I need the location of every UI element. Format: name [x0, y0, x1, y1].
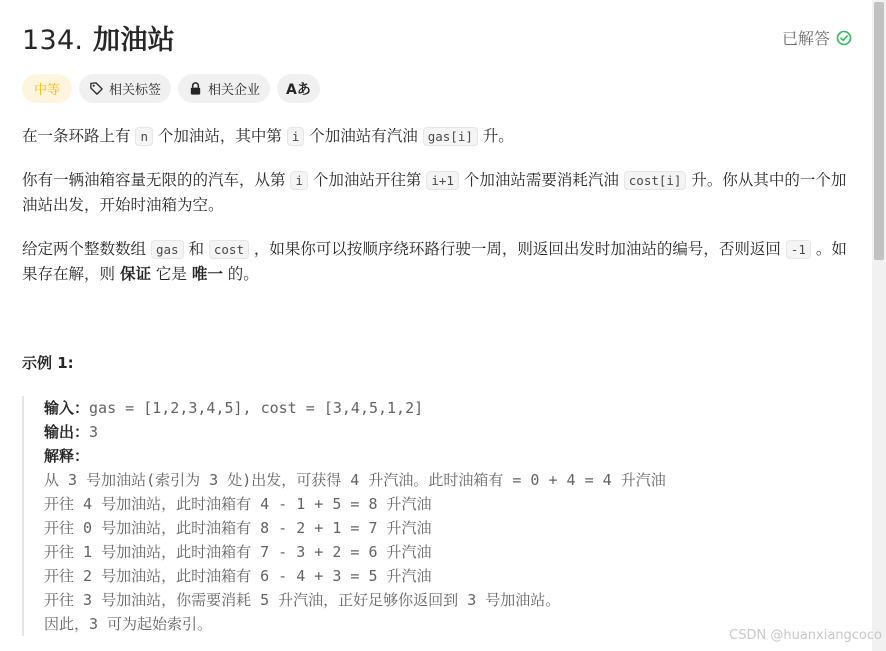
difficulty-label: 中等 [34, 83, 61, 98]
text: 和 [183, 240, 209, 258]
title-row [22, 18, 852, 58]
output-label: 输出： [44, 423, 90, 441]
text: 给定两个整数数组 [22, 240, 151, 258]
input-label: 输入： [44, 399, 90, 417]
explain-text-line: 从 3 号加油站(索引为 3 处)出发，可获得 4 升汽油。此时油箱有 = 0 + 4 = 4 升汽油 [44, 471, 666, 489]
inline-code: cost[i] [624, 171, 687, 190]
inline-code: i+1 [426, 171, 459, 190]
example-input-line [44, 396, 852, 420]
related-companies-label: 相关企业 [208, 83, 261, 98]
inline-code: cost [209, 240, 249, 259]
text: 的。 [222, 265, 259, 283]
bold-text: 保证 [119, 265, 151, 283]
explain-text-line: 开往 2 号加油站，此时油箱有 6 - 4 + 3 = 5 升汽油 [44, 567, 432, 585]
watermark: CSDN @huanxiangcoco [729, 628, 882, 643]
bold-text: 唯一 [191, 265, 223, 283]
text: 个加油站需要消耗汽油 [458, 171, 624, 189]
text: 个加油站，其中第 [152, 127, 287, 145]
related-tags-button[interactable] [79, 74, 171, 103]
explain-text-line: 开往 4 号加油站，此时油箱有 4 - 1 + 5 = 8 升汽油 [44, 495, 432, 513]
example-output-line [44, 420, 852, 444]
output-value: 3 [89, 423, 99, 441]
check-circle-icon [836, 30, 852, 46]
explain-text-line: 因此，3 可为起始索引。 [44, 615, 213, 633]
problem-number: 134. [22, 25, 84, 56]
text: 升。你从其中的一个加油站出发，开始时油箱为空。 [22, 171, 847, 214]
problem-name: 加油站 [93, 25, 175, 56]
translate-icon: Aあ [286, 81, 311, 98]
description-paragraph-2 [22, 168, 852, 217]
inline-code: i [287, 127, 305, 146]
related-companies-button[interactable] [178, 74, 270, 103]
tag-bar [22, 74, 320, 103]
input-value: gas = [1,2,3,4,5], cost = [3,4,5,1,2] [89, 399, 424, 417]
related-tags-label: 相关标签 [109, 83, 162, 98]
example-explain-line [44, 444, 852, 468]
vertical-scrollbar[interactable] [872, 0, 886, 651]
solved-label: 已解答 [781, 29, 830, 48]
text: 在一条环路上有 [22, 127, 136, 145]
solved-status [782, 26, 852, 49]
text: 个加油站有汽油 [304, 127, 423, 145]
description-paragraph-3 [22, 237, 852, 286]
inline-code: gas [151, 240, 184, 259]
example-title: 示例 1: [22, 354, 74, 372]
explain-text-line: 开往 1 号加油站，此时油箱有 7 - 3 + 2 = 6 升汽油 [44, 543, 432, 561]
explain-text-line: 开往 3 号加油站，你需要消耗 5 升汽油，正好足够你返回到 3 号加油站。 [44, 591, 561, 609]
inline-code: n [135, 127, 153, 146]
text: 它是 [150, 265, 192, 283]
explain-label: 解释： [44, 447, 90, 465]
text: 。如果存在解，则 [22, 240, 847, 283]
inline-code: -1 [786, 240, 811, 259]
text: 你有一辆油箱容量无限的的汽车，从第 [22, 171, 291, 189]
translate-button[interactable] [277, 74, 320, 103]
text: 升。 [477, 127, 514, 145]
difficulty-badge [22, 74, 72, 103]
description-paragraph-1 [22, 124, 852, 149]
text: 个加油站开往第 [307, 171, 427, 189]
inline-code: gas[i] [423, 127, 478, 146]
problem-title[interactable] [22, 18, 175, 57]
text: ，如果你可以按顺序绕环路行驶一周，则返回出发时加油站的编号，否则返回 [248, 240, 786, 258]
scrollbar-thumb[interactable] [874, 2, 884, 260]
explain-text-line: 开往 0 号加油站，此时油箱有 8 - 2 + 1 = 7 升汽油 [44, 519, 432, 537]
tag-icon [89, 81, 104, 96]
example-block [22, 396, 852, 636]
inline-code: i [290, 171, 308, 190]
lock-icon [188, 81, 203, 96]
